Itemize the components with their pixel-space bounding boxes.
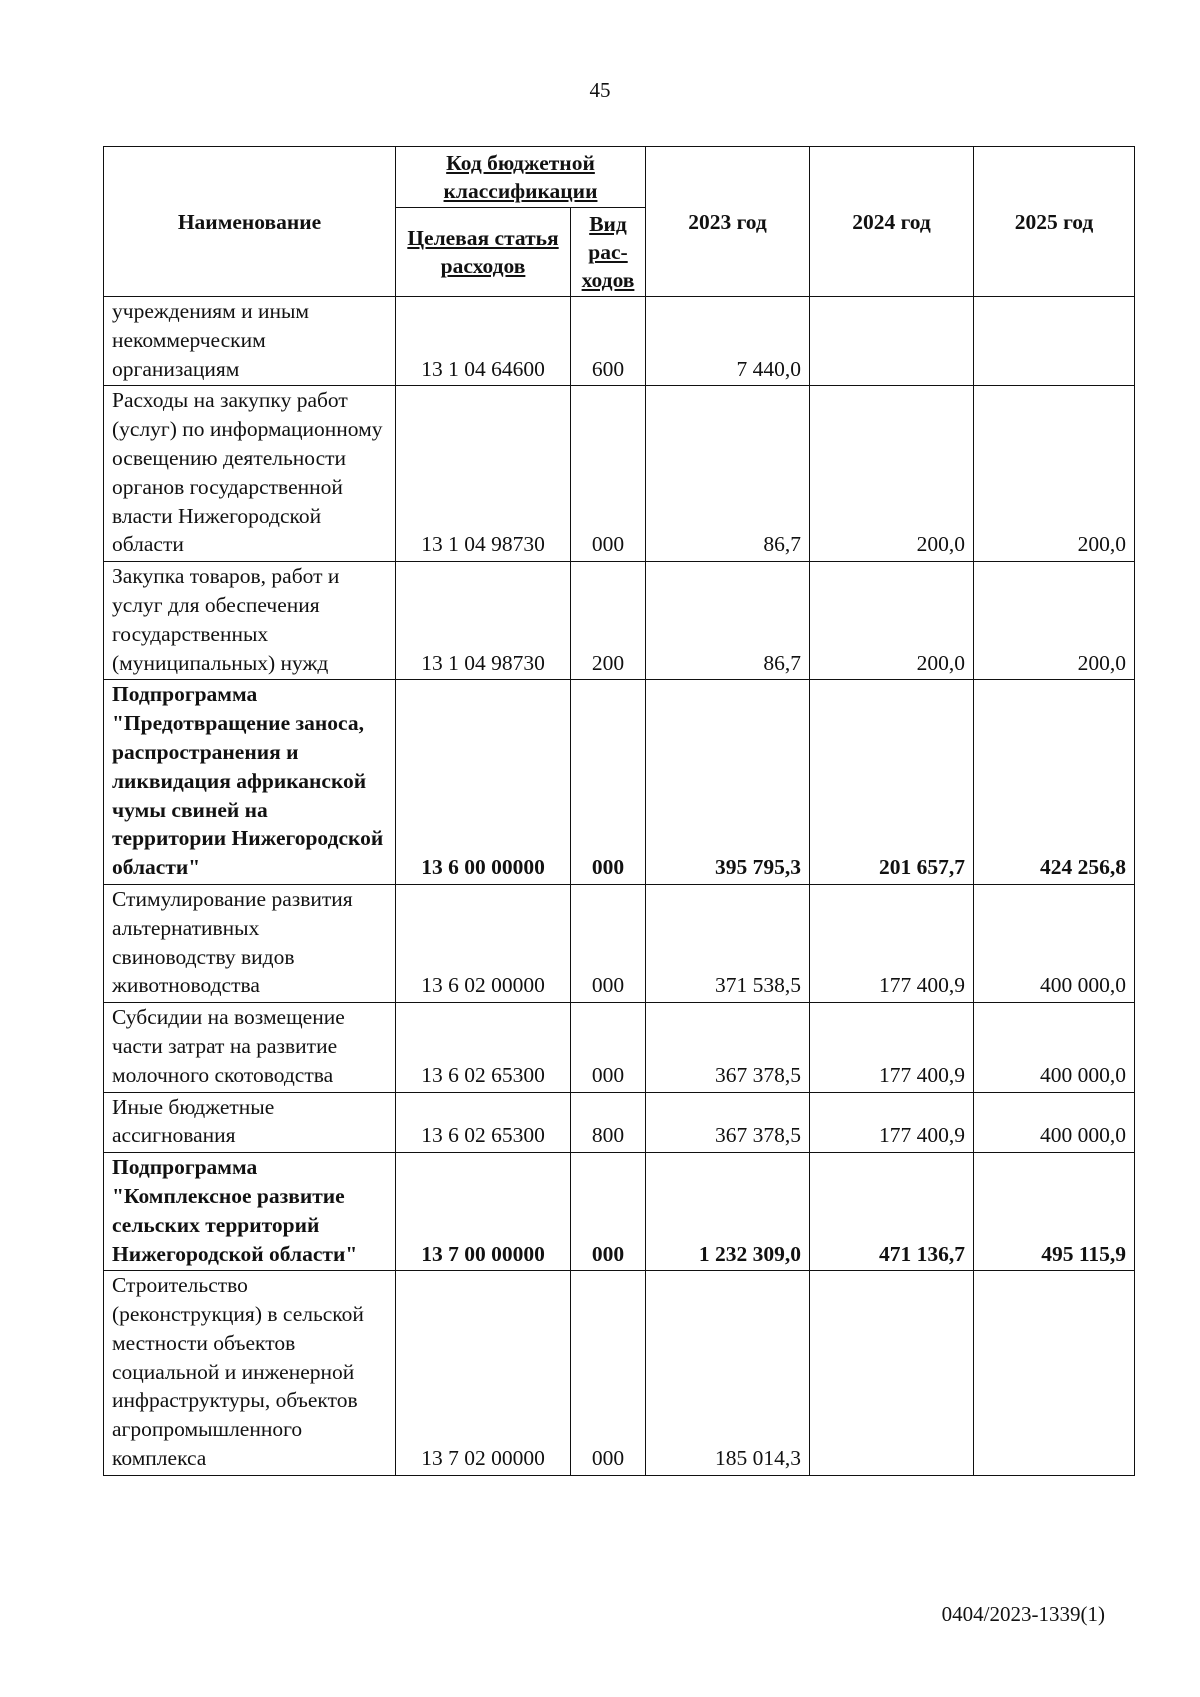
cell-name: Расходы на закупку работ (услуг) по информационному освещению деятельности органов государственной власти Нижегородской области [104,386,396,562]
cell-2025 [974,1271,1135,1476]
cell-expense-type: 000 [571,1003,646,1092]
cell-expense-type: 600 [571,297,646,386]
table-row [104,1003,1135,1092]
cell-2025: 400 000,0 [974,1092,1135,1153]
cell-2025: 424 256,8 [974,680,1135,885]
cell-name: Закупка товаров, работ и услуг для обеспечения государственных (муниципальных) нужд [104,562,396,680]
table-row [104,386,1135,562]
cell-2025: 495 115,9 [974,1153,1135,1271]
table-row [104,1092,1135,1153]
cell-2023: 395 795,3 [646,680,810,885]
table-row [104,884,1135,1002]
cell-expense-type: 000 [571,884,646,1002]
cell-target-article: 13 6 00 00000 [396,680,571,885]
document-id: 0404/2023-1339(1) [941,1602,1105,1626]
cell-2024: 471 136,7 [810,1153,974,1271]
cell-2024: 201 657,7 [810,680,974,885]
cell-target-article: 13 1 04 98730 [396,562,571,680]
header-name: Наименование [104,147,396,297]
cell-target-article: 13 1 04 64600 [396,297,571,386]
cell-2025: 200,0 [974,562,1135,680]
cell-2025 [974,297,1135,386]
cell-2023: 86,7 [646,562,810,680]
cell-name: Стимулирование развития альтернативных свиноводству видов животноводства [104,884,396,1002]
header-expense-type [571,208,646,297]
cell-2024: 177 400,9 [810,884,974,1002]
cell-name: Подпрограмма "Предотвращение заноса, распространения и ликвидация африканской чумы свиней на территории Нижегородской области" [104,680,396,885]
cell-2023: 367 378,5 [646,1092,810,1153]
header-target-article-label: Целевая статья расходов [407,226,559,278]
cell-name: Субсидии на возмещение части затрат на развитие молочного скотоводства [104,1003,396,1092]
table-header [104,147,1135,297]
cell-2023: 371 538,5 [646,884,810,1002]
cell-2023: 1 232 309,0 [646,1153,810,1271]
cell-2024 [810,1271,974,1476]
cell-2023: 185 014,3 [646,1271,810,1476]
table-row [104,680,1135,885]
cell-expense-type: 200 [571,562,646,680]
cell-2024 [810,297,974,386]
cell-expense-type: 000 [571,386,646,562]
cell-2025: 400 000,0 [974,1003,1135,1092]
table-row [104,1271,1135,1476]
cell-2023: 7 440,0 [646,297,810,386]
cell-2024: 200,0 [810,562,974,680]
cell-target-article: 13 6 02 00000 [396,884,571,1002]
cell-target-article: 13 7 02 00000 [396,1271,571,1476]
page-number: 45 [589,78,611,102]
table-row [104,297,1135,386]
cell-expense-type: 000 [571,680,646,885]
header-2024: 2024 год [810,147,974,297]
header-2023: 2023 год [646,147,810,297]
cell-2024: 200,0 [810,386,974,562]
cell-2023: 367 378,5 [646,1003,810,1092]
cell-2024: 177 400,9 [810,1003,974,1092]
table-row [104,1153,1135,1271]
cell-2025: 200,0 [974,386,1135,562]
cell-target-article: 13 1 04 98730 [396,386,571,562]
budget-table [103,146,1135,1476]
cell-name: Подпрограмма "Комплексное развитие сельских территорий Нижегородской области" [104,1153,396,1271]
header-code-group [396,147,646,208]
cell-target-article: 13 6 02 65300 [396,1092,571,1153]
header-expense-type-label: Вид рас-ходов [581,212,635,292]
cell-2023: 86,7 [646,386,810,562]
cell-name: Иные бюджетные ассигнования [104,1092,396,1153]
cell-name: учреждениям и иным некоммерческим организациям [104,297,396,386]
cell-2024: 177 400,9 [810,1092,974,1153]
cell-expense-type: 000 [571,1271,646,1476]
cell-name: Строительство (реконструкция) в сельской местности объектов социальной и инженерной инфраструктуры, объектов агропромышленного комплекса [104,1271,396,1476]
header-code-group-label: Код бюджетной классификации [443,151,598,203]
header-2025: 2025 год [974,147,1135,297]
cell-target-article: 13 6 02 65300 [396,1003,571,1092]
table-body [104,297,1135,1476]
header-target-article [396,208,571,297]
cell-expense-type: 000 [571,1153,646,1271]
cell-target-article: 13 7 00 00000 [396,1153,571,1271]
cell-2025: 400 000,0 [974,884,1135,1002]
table-row [104,562,1135,680]
cell-expense-type: 800 [571,1092,646,1153]
